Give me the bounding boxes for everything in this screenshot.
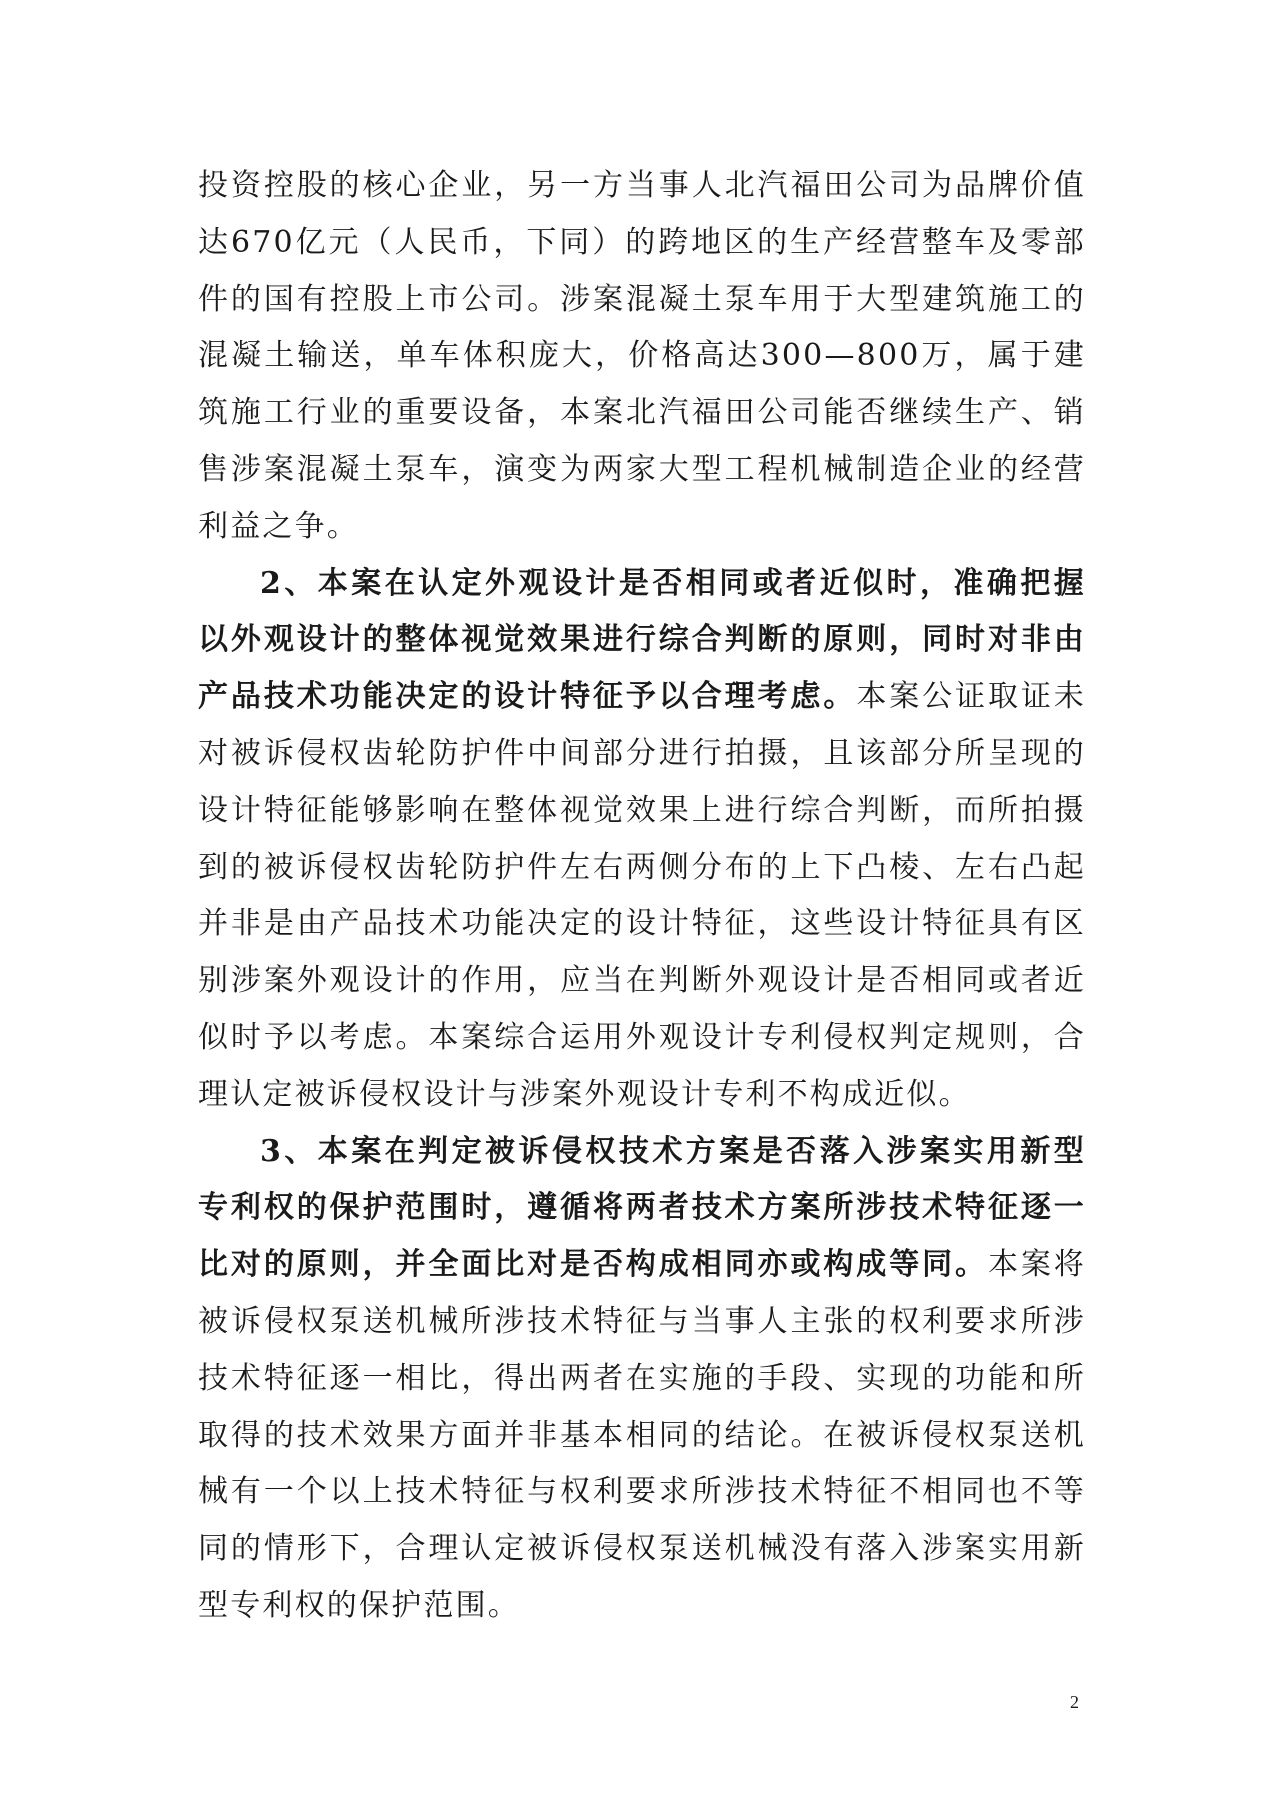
paragraph-3-text: 本案将被诉侵权泵送机械所涉技术特征与当事人主张的权利要求所涉技术特征逐一相比，得出两者在实施的手段、实现的功能和所取得的技术效果方面并非基本相同的结论。在被诉侵权泵送机械有一个以上技术特征与权利要求所涉技术特征不相同也不等同的情形下，合理认定被诉侵权泵送机械没有落入涉案实用新型专利权的保护范围。 (198, 1247, 1086, 1623)
page-number: 2 (1070, 1692, 1079, 1712)
paragraph-2-lead: 2、本案在认定外观设计是否相同或者近似时，准确把握以外观设计的整体视觉效果进行综合判断的原则，同时对非由产品技术功能决定的设计特征予以合理考虑。 (198, 565, 1086, 715)
paragraph-3 (198, 1124, 1086, 1635)
document-body (198, 158, 1086, 1635)
paragraph-3-lead: 3、本案在判定被诉侵权技术方案是否落入涉案实用新型专利权的保护范围时，遵循将两者技术方案所涉技术特征逐一比对的原则，并全面比对是否构成相同亦或构成等同。 (198, 1133, 1086, 1283)
paragraph-2 (198, 556, 1086, 1124)
paragraph-1 (198, 158, 1086, 556)
paragraph-1-text: 投资控股的核心企业，另一方当事人北汽福田公司为品牌价值达670亿元（人民币，下同）的跨地区的生产经营整车及零部件的国有控股上市公司。涉案混凝土泵车用于大型建筑施工的混凝土输送，单车体积庞大，价格高达300—800万，属于建筑施工行业的重要设备，本案北汽福田公司能否继续生产、销售涉案混凝土泵车，演变为两家大型工程机械制造企业的经营利益之争。 (198, 168, 1086, 544)
paragraph-2-text: 本案公证取证未对被诉侵权齿轮防护件中间部分进行拍摄，且该部分所呈现的设计特征能够影响在整体视觉效果上进行综合判断，而所拍摄到的被诉侵权齿轮防护件左右两侧分布的上下凸棱、左右凸起并非是由产品技术功能决定的设计特征，这些设计特征具有区别涉案外观设计的作用，应当在判断外观设计是否相同或者近似时予以考虑。本案综合运用外观设计专利侵权判定规则，合理认定被诉侵权设计与涉案外观设计专利不构成近似。 (198, 679, 1087, 1112)
